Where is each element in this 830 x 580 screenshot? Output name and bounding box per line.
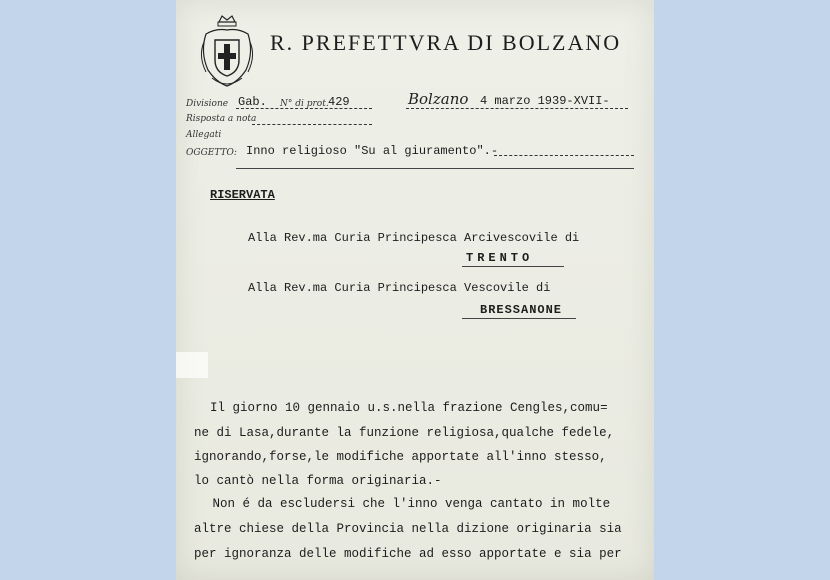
date-line [406, 108, 628, 109]
allegati-label: Allegati [186, 130, 222, 140]
recipient-2-rule [462, 318, 576, 319]
risposta-label: Risposta a nota [186, 114, 257, 124]
prot-value: 429 [328, 95, 350, 109]
oggetto-value: Inno religioso "Su al giuramento".- [246, 144, 499, 158]
body-line: lo cantò nella forma originaria.- [194, 474, 442, 488]
place-name: Bolzano [408, 90, 469, 108]
recipient-1-line: Alla Rev.ma Curia Principesca Arcivescovile di [248, 231, 580, 245]
document-date: 4 marzo 1939-XVII- [480, 94, 610, 108]
body-line: ignorando,forse,le modifiche apportate all'inno stesso, [194, 450, 607, 464]
paper-smudge [176, 352, 208, 378]
body-line: per ignoranza delle modifiche ad esso apportate e sia per [194, 547, 622, 561]
royal-crest-icon [198, 12, 256, 90]
recipient-2-line: Alla Rev.ma Curia Principesca Vescovile di [248, 281, 551, 295]
recipient-1-rule [462, 266, 564, 267]
meta-line [236, 108, 372, 109]
oggetto-line [494, 155, 634, 156]
oggetto-rule [236, 168, 634, 169]
oggetto-label: OGGETTO: [186, 148, 237, 158]
body-line: Il giorno 10 gennaio u.s.nella frazione Cengles,comu= [210, 401, 608, 415]
letterhead-title: R. PREFETTVRA DI BOLZANO [270, 30, 622, 55]
divisione-value: Gab. [238, 95, 267, 109]
document-page [176, 0, 654, 580]
body-line: altre chiese della Provincia nella dizione originaria sia [194, 522, 622, 536]
recipient-1-city: TRENTO [466, 251, 534, 265]
risposta-line [252, 124, 372, 125]
divisione-label: Divisione [186, 99, 229, 109]
body-line: ne di Lasa,durante la funzione religiosa,qualche fedele, [194, 426, 615, 440]
prot-label: N° di prot. [280, 99, 329, 109]
body-line: Non é da escludersi che l'inno venga cantato in molte [190, 497, 611, 511]
recipient-2-city: BRESSANONE [480, 303, 563, 317]
classification: RISERVATA [210, 188, 275, 202]
